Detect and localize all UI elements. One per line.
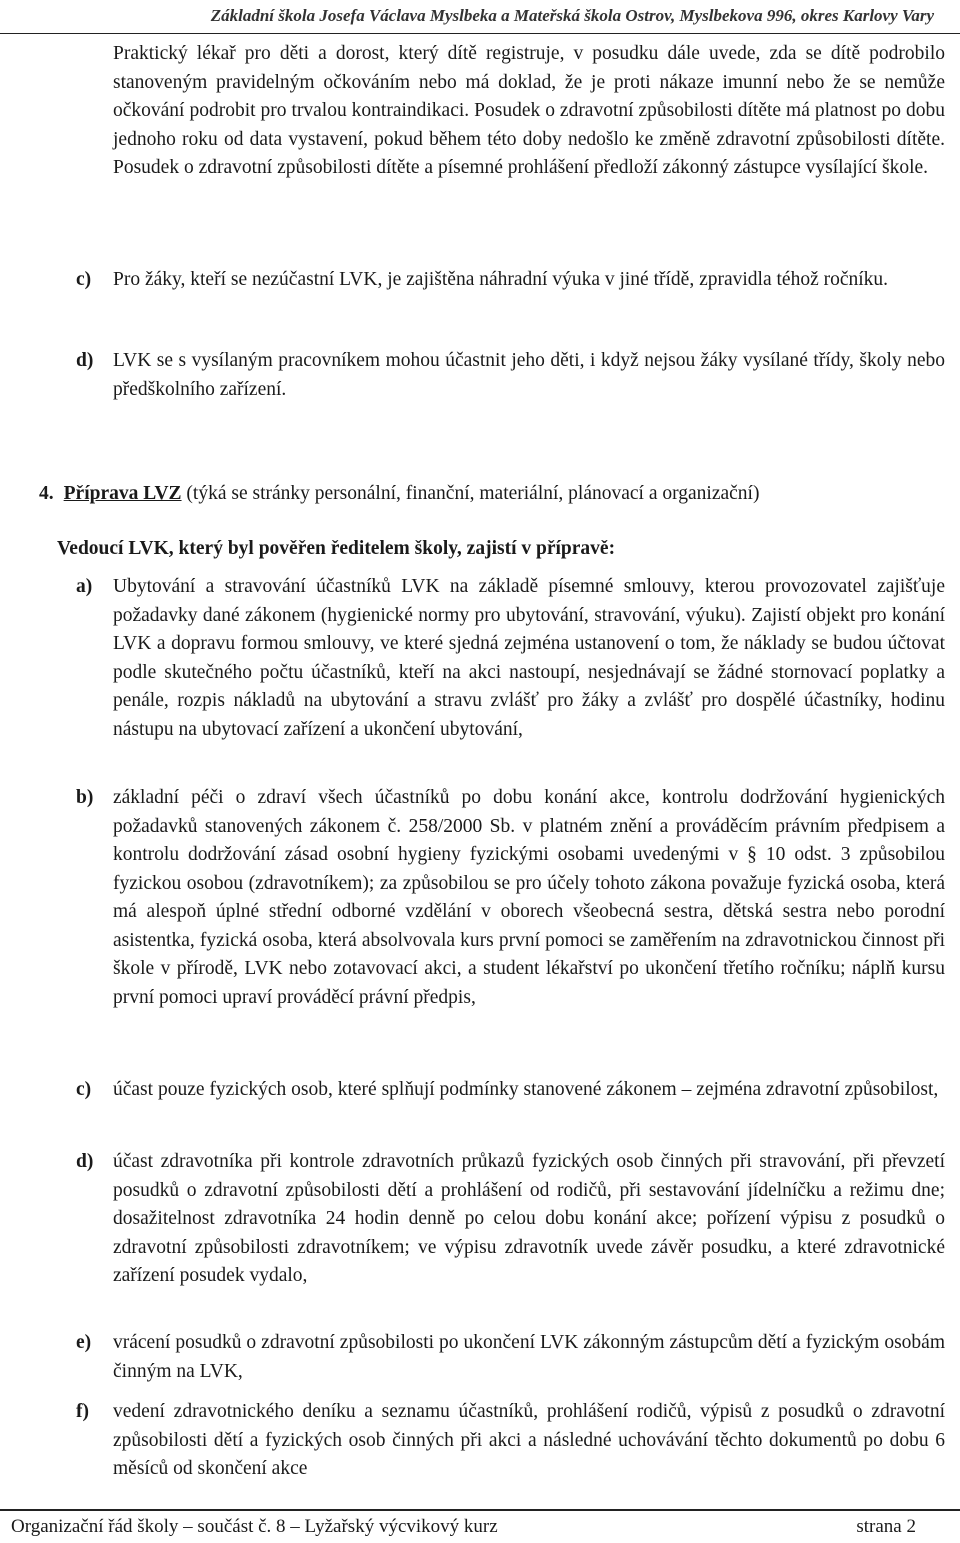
list-item-d-top (76, 347, 945, 404)
section-subheading: Vedoucí LVK, který byl pověřen ředitelem školy, zajistí v přípravě: (57, 538, 616, 559)
section-4-heading (39, 480, 945, 509)
section-subtitle: (týká se stránky personální, finanční, materiální, plánovací a organizační) (186, 483, 760, 504)
item-text: účast pouze fyzických osob, které splňují podmínky stanovené zákonem – zejména zdravotní způsobilost, (113, 1079, 939, 1100)
footer-page-number: strana 2 (856, 1516, 916, 1537)
item-marker: c) (76, 269, 92, 290)
page-header (0, 0, 960, 34)
section-number: 4. (39, 483, 54, 504)
item-text: vrácení posudků o zdravotní způsobilosti po ukončení LVK zákonným zástupcům dětí a fyzickým osobám činným na LVK, (113, 1332, 945, 1382)
item-marker: c) (76, 1079, 92, 1100)
list-item-d (76, 1148, 945, 1291)
page-footer (0, 1509, 960, 1543)
item-marker: d) (76, 1151, 94, 1172)
list-item-c (76, 1076, 945, 1105)
header-title: Základní škola Josefa Václava Myslbeka a Mateřská škola Ostrov, Myslbekova 996, okres Karlovy Vary (210, 6, 934, 25)
list-item-f (76, 1398, 945, 1484)
item-text: Pro žáky, kteří se nezúčastní LVK, je zajištěna náhradní výuka v jiné třídě, zpravidla téhož ročníku. (113, 269, 889, 290)
item-marker: e) (76, 1332, 92, 1353)
footer-document-title: Organizační řád školy – součást č. 8 – Lyžařský výcvikový kurz (11, 1516, 498, 1537)
list-item-c-top (76, 266, 945, 295)
list-item-e (76, 1329, 945, 1386)
intro-paragraph: Praktický lékař pro děti a dorost, který dítě registruje, v posudku dále uvede, zda se dítě podrobilo stanoveným pravidelným očkováním nebo má doklad, že je proti nákaze imunní nebo že se nemůže očkování podrobit pro trvalou kontraindikaci. Posudek o zdravotní způsobilosti dítěte má platnost po dobu jednoho roku od data vystavení, pokud během této doby nedošlo ke změně zdravotní způsobilosti dítěte. Posudek o zdravotní způsobilosti dítěte a písemné prohlášení předloží zákonný zástupce vysílající škole. (113, 43, 945, 178)
item-marker: a) (76, 576, 93, 597)
item-text: LVK se s vysílaným pracovníkem mohou účastnit jeho děti, i když nejsou žáky vysílané třídy, školy nebo předškolního zařízení. (113, 350, 945, 400)
item-text: základní péči o zdraví všech účastníků po dobu konání akce, kontrolu dodržování hygienických požadavků stanovených zákonem č. 258/2000 Sb. v platném znění a prováděcím právním předpisem a kontrolu dodržování zásad osobní hygieny fyzickými osobami uvedenými v § 10 odst. 3 způsobilou fyzickou osobou (zdravotníkem); za způsobilou se pro účely tohoto zákona považuje fyzická osoba, která má alespoň úplné střední odborné vzdělání v oborech všeobecná sestra, dětská sestra nebo porodní asistentka, fyzická osoba, která absolvovala kurs první pomoci se zaměřením na zdravotnickou činnost při škole v přírodě, LVK nebo zotavovací akci, a student lékařství po ukončení třetího ročníku; náplň kursu první pomoci upraví prováděcí právní předpis, (113, 787, 945, 1008)
item-text: Ubytování a stravování účastníků LVK na základě písemné smlouvy, kterou provozovatel zajišťuje požadavky dané zákonem (hygienické normy pro ubytování, stravování, výuku). Zajistí objekt pro konání LVK a dopravu formou smlouvy, ve které sjedná zejména ustanovení o tom, že náklady se budou účtovat podle skutečného počtu účastníků, kteří na akci nastoupí, nesjednávají se žádné stornovací poplatky a penále, rozpis nákladů na ubytování a stravu zvlášť pro žáky a zvlášť pro dospělé účastníky, hodinu nástupu na ubytovací zařízení a ukončení ubytování, (113, 576, 945, 740)
item-text: účast zdravotníka při kontrole zdravotních průkazů fyzických osob činných při stravování, při převzetí posudků o zdravotní způsobilosti dětí a prohlášení od rodičů, při sestavování jídelníčku a režimu dne; dosažitelnost zdravotníka 24 hodin denně po celou dobu konání akce; pořízení výpisu z posudků o zdravotní způsobilosti zdravotníkem; ve výpisu zdravotník uvede závěr posudku, a které zdravotnické zařízení posudek vydalo, (113, 1151, 945, 1286)
section-title: Příprava LVZ (63, 483, 182, 504)
list-item-b (76, 784, 945, 1012)
item-text: vedení zdravotnického deníku a seznamu účastníků, prohlášení rodičů, výpisů z posudků o zdravotní způsobilosti dětí a fyzických osob činných při akci a následné uchovávání těchto dokumentů po dobu 6 měsíců od skončení akce (113, 1401, 945, 1479)
item-marker: b) (76, 787, 94, 808)
item-marker: d) (76, 350, 94, 371)
list-item-a (76, 573, 945, 744)
item-marker: f) (76, 1401, 89, 1422)
